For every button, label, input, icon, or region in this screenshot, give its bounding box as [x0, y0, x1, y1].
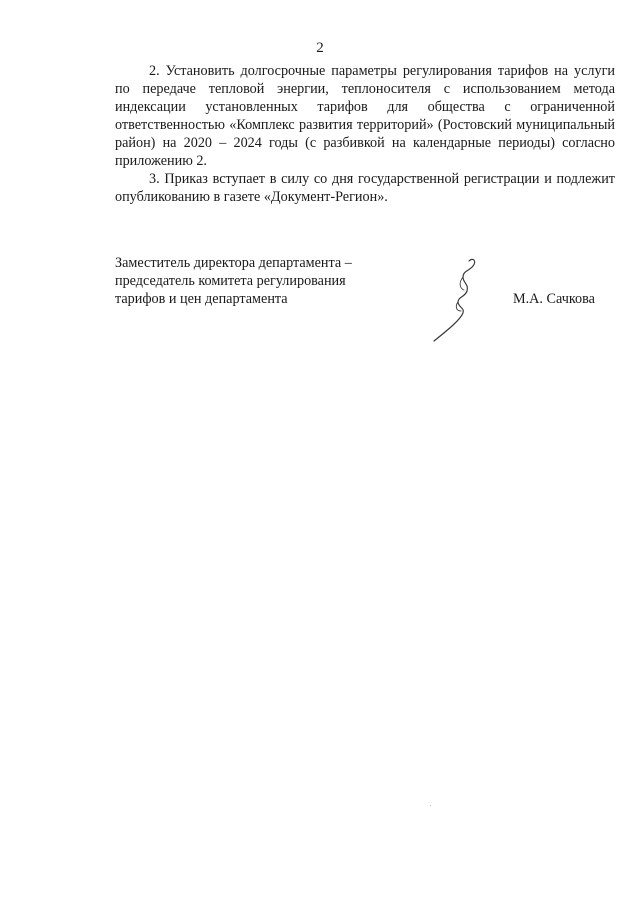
paragraph-item-2: 2. Установить долгосрочные параметры регулирования тарифов на услуги по передаче тепловой энергии, теплоносителя с использованием метода индексации установленных тарифов для общества с ограниченной ответственностью «Комплекс развития территорий» (Ростовский муниципальный район) на 2020 – 2024 годы (с разбивкой на календарные периоды) согласно приложению 2.: [115, 63, 615, 169]
handwritten-signature: [425, 255, 495, 345]
document-body: [115, 62, 615, 206]
signatory-name: М.А. Сачкова: [513, 291, 595, 307]
paragraph-item-3: 3. Приказ вступает в силу со дня государственной регистрации и подлежит опубликованию в газете «Документ-Регион».: [115, 171, 615, 205]
signatory-position-line: Заместитель директора департамента –: [115, 255, 352, 271]
page-number: 2: [316, 40, 324, 56]
signatory-position-line: председатель комитета регулирования: [115, 273, 346, 289]
scan-artifact: [430, 805, 431, 806]
signatory-position-line: тарифов и цен департамента: [115, 291, 288, 307]
signatory-position: [115, 254, 352, 308]
